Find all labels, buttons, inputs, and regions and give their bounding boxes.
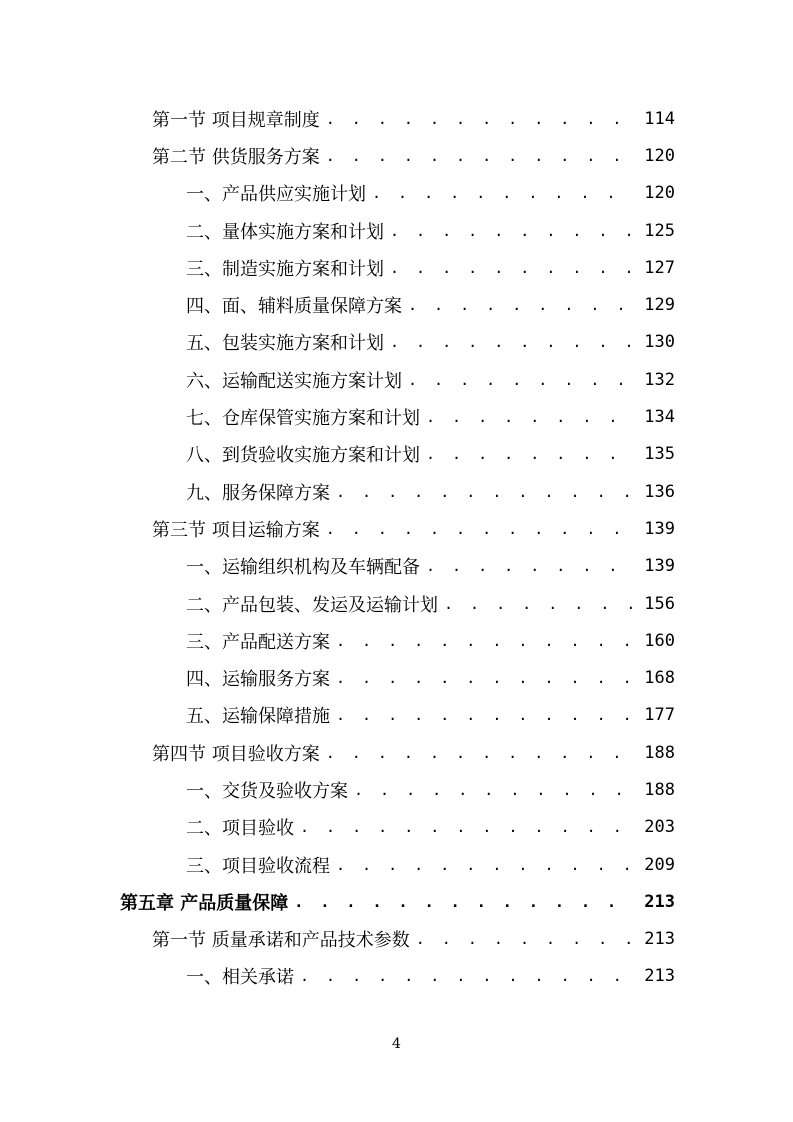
toc-entry-page: 127 [644,257,675,278]
toc-entry-page: 130 [644,332,675,353]
toc-subsection-entry[interactable] [120,398,675,435]
toc-entry-title: 四、面、辅料质量保障方案 [186,296,402,318]
toc-entry-page: 129 [644,295,675,316]
toc-subsection-entry[interactable] [120,585,675,622]
toc-entry-title: 第二节 供货服务方案 [152,146,320,168]
toc-entry-title: 二、产品包装、发运及运输计划 [186,594,438,616]
toc-entry-page: 139 [644,556,675,577]
toc-dot-leader [326,147,635,165]
toc-entry-title: 第一节 项目规章制度 [152,109,320,131]
toc-entry-title: 六、运输配送实施方案计划 [186,370,402,392]
toc-entry-page: 213 [644,966,675,987]
toc-dot-leader [336,632,635,650]
toc-entry-page: 134 [644,407,675,428]
toc-dot-leader [444,595,635,613]
toc-subsection-entry[interactable] [120,697,675,734]
page-number: 4 [392,1036,401,1052]
toc-dot-leader [336,669,635,687]
toc-dot-leader [336,483,635,501]
toc-section-entry[interactable] [120,100,675,137]
toc-subsection-entry[interactable] [120,473,675,510]
toc-subsection-entry[interactable] [120,659,675,696]
toc-entry-page: 156 [644,593,675,614]
toc-entry-page: 139 [644,518,675,539]
toc-dot-leader [390,259,635,277]
toc-subsection-entry[interactable] [120,436,675,473]
toc-entry-page: 168 [644,668,675,689]
table-of-contents [120,100,675,995]
toc-entry-title: 五、运输保障措施 [186,706,330,728]
toc-entry-page: 209 [644,854,675,875]
toc-dot-leader [336,856,635,874]
toc-subsection-entry[interactable] [120,249,675,286]
toc-entry-title: 一、交货及验收方案 [186,780,348,802]
toc-subsection-entry[interactable] [120,622,675,659]
toc-subsection-entry[interactable] [120,286,675,323]
toc-entry-page: 125 [644,220,675,241]
toc-entry-title: 九、服务保障方案 [186,482,330,504]
toc-dot-leader [354,781,635,799]
toc-entry-title: 第三节 项目运输方案 [152,519,320,541]
toc-dot-leader [390,333,635,351]
toc-entry-title: 一、产品供应实施计划 [186,184,366,206]
toc-entry-page: 114 [644,108,675,129]
toc-entry-page: 132 [644,369,675,390]
toc-subsection-entry[interactable] [120,771,675,808]
toc-entry-page: 177 [644,705,675,726]
toc-entry-page: 213 [644,891,675,912]
toc-dot-leader [336,706,635,724]
toc-entry-page: 120 [644,183,675,204]
toc-entry-title: 七、仓库保管实施方案和计划 [186,408,420,430]
toc-entry-title: 四、运输服务方案 [186,669,330,691]
toc-subsection-entry[interactable] [120,324,675,361]
toc-entry-page: 160 [644,630,675,651]
toc-section-entry[interactable] [120,734,675,771]
toc-dot-leader [300,967,635,985]
toc-entry-title: 三、项目验收流程 [186,855,330,877]
toc-chapter-entry[interactable] [120,883,675,920]
toc-section-entry[interactable] [120,921,675,958]
toc-dot-leader [426,445,635,463]
toc-dot-leader [416,930,635,948]
toc-dot-leader [408,296,635,314]
toc-entry-title: 第五章 产品质量保障 [120,892,289,914]
toc-subsection-entry[interactable] [120,361,675,398]
toc-dot-leader [294,893,635,911]
toc-subsection-entry[interactable] [120,809,675,846]
toc-dot-leader [326,520,635,538]
toc-subsection-entry[interactable] [120,548,675,585]
toc-entry-title: 五、包装实施方案和计划 [186,333,384,355]
toc-dot-leader [408,371,635,389]
toc-subsection-entry[interactable] [120,958,675,995]
toc-dot-leader [426,408,635,426]
toc-entry-page: 135 [644,444,675,465]
toc-dot-leader [426,557,635,575]
toc-subsection-entry[interactable] [120,175,675,212]
toc-entry-page: 136 [644,481,675,502]
toc-dot-leader [390,222,635,240]
toc-entry-page: 213 [644,929,675,950]
toc-entry-title: 八、到货验收实施方案和计划 [186,445,420,467]
toc-subsection-entry[interactable] [120,846,675,883]
toc-dot-leader [326,744,635,762]
toc-entry-page: 188 [644,779,675,800]
toc-dot-leader [372,184,635,202]
toc-subsection-entry[interactable] [120,212,675,249]
toc-entry-page: 203 [644,817,675,838]
toc-dot-leader [326,110,635,128]
toc-entry-title: 一、运输组织机构及车辆配备 [186,557,420,579]
toc-entry-title: 一、相关承诺 [186,967,294,989]
toc-entry-title: 三、产品配送方案 [186,631,330,653]
toc-entry-page: 120 [644,145,675,166]
toc-section-entry[interactable] [120,137,675,174]
toc-entry-page: 188 [644,742,675,763]
toc-entry-title: 第一节 质量承诺和产品技术参数 [152,930,410,952]
toc-entry-title: 三、制造实施方案和计划 [186,258,384,280]
toc-entry-title: 二、项目验收 [186,818,294,840]
toc-entry-title: 第四节 项目验收方案 [152,743,320,765]
toc-section-entry[interactable] [120,510,675,547]
toc-dot-leader [300,818,635,836]
toc-entry-title: 二、量体实施方案和计划 [186,221,384,243]
